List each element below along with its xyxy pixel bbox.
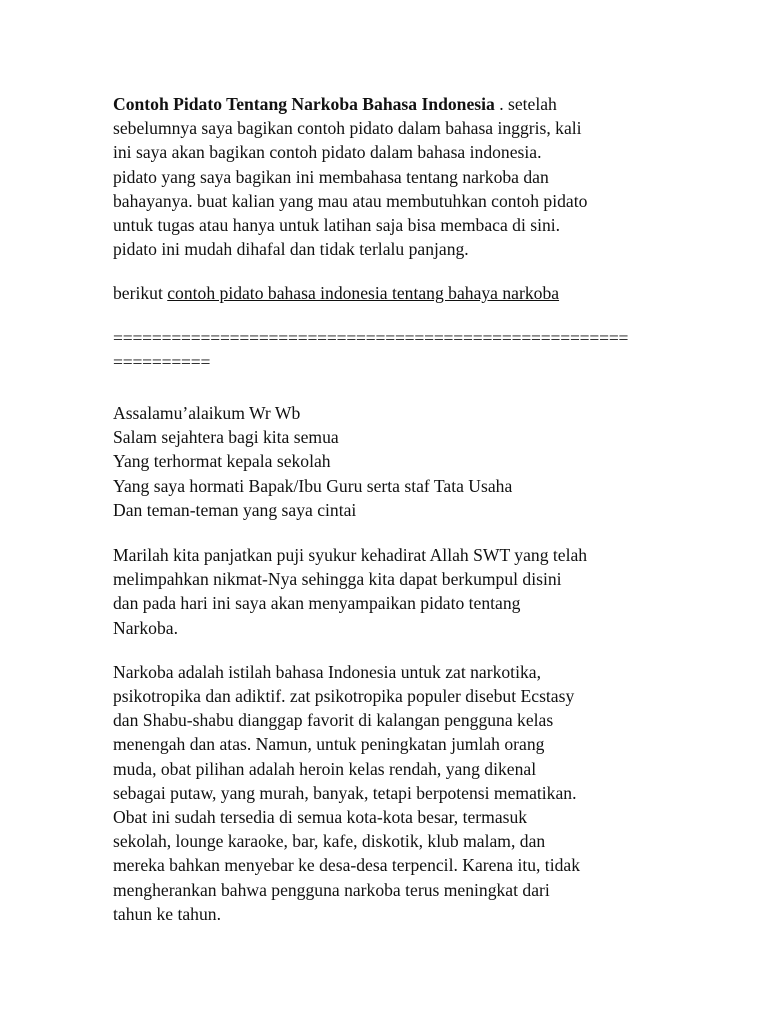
syukur-paragraph — [113, 543, 658, 640]
narkoba-line: mengherankan bahwa pengguna narkoba terus meningkat dari — [113, 879, 550, 900]
syukur-line: dan pada hari ini saya akan menyampaikan pidato tentang — [113, 593, 521, 614]
narkoba-line: menengah dan atas. Namun, untuk peningkatan jumlah orang — [113, 734, 545, 755]
intro-line: ini saya akan bagikan contoh pidato dalam bahasa indonesia. — [113, 142, 542, 163]
intro-first-line-rest: . setelah — [494, 94, 557, 114]
narkoba-line: psikotropika dan adiktif. zat psikotropika populer disebut Ecstasy — [113, 686, 575, 707]
syukur-line: Narkoba. — [113, 617, 178, 638]
intro-line: bahayanya. buat kalian yang mau atau membutuhkan contoh pidato — [113, 190, 588, 211]
intro-line: pidato ini mudah dihafal dan tidak terlalu panjang. — [113, 239, 469, 260]
greeting-line: Dan teman-teman yang saya cintai — [113, 499, 357, 520]
intro-first-line — [113, 92, 658, 116]
separator — [113, 326, 658, 374]
syukur-line: Marilah kita panjatkan puji syukur kehadirat Allah SWT yang telah — [113, 545, 588, 566]
narkoba-line: Narkoba adalah istilah bahasa Indonesia untuk zat narkotika, — [113, 661, 541, 682]
separator-line: ===================================================== — [113, 327, 629, 348]
greeting-line: Yang saya hormati Bapak/Ibu Guru serta staf Tata Usaha — [113, 475, 513, 496]
intro-paragraph — [113, 92, 658, 261]
narkoba-paragraph — [113, 660, 658, 926]
document-page — [113, 92, 658, 946]
berikut-paragraph — [113, 281, 658, 305]
narkoba-line: dan Shabu-shabu dianggap favorit di kalangan pengguna kelas — [113, 710, 554, 731]
narkoba-line: muda, obat pilihan adalah heroin kelas rendah, yang dikenal — [113, 758, 537, 779]
greetings-block — [113, 401, 658, 522]
syukur-line: melimpahkan nikmat-Nya sehingga kita dapat berkumpul disini — [113, 569, 562, 590]
narkoba-line: tahun ke tahun. — [113, 903, 221, 924]
greeting-line: Yang terhormat kepala sekolah — [113, 451, 331, 472]
narkoba-line: sekolah, lounge karaoke, bar, kafe, diskotik, klub malam, dan — [113, 831, 546, 852]
narkoba-line: Obat ini sudah tersedia di semua kota-kota besar, termasuk — [113, 807, 528, 828]
speech-link[interactable]: contoh pidato bahasa indonesia tentang bahaya narkoba — [167, 283, 560, 304]
berikut-prefix: berikut — [113, 283, 168, 304]
separator-line: ========== — [113, 351, 211, 372]
greeting-line: Assalamu’alaikum Wr Wb — [113, 403, 301, 424]
berikut-line — [113, 281, 658, 305]
article-title: Contoh Pidato Tentang Narkoba Bahasa Indonesia — [113, 94, 495, 114]
greeting-line: Salam sejahtera bagi kita semua — [113, 427, 339, 448]
intro-line: pidato yang saya bagikan ini membahasa tentang narkoba dan — [113, 166, 549, 187]
intro-line: sebelumnya saya bagikan contoh pidato dalam bahasa inggris, kali — [113, 118, 582, 139]
narkoba-line: sebagai putaw, yang murah, banyak, tetapi berpotensi mematikan. — [113, 782, 577, 803]
intro-line: untuk tugas atau hanya untuk latihan saja bisa membaca di sini. — [113, 215, 561, 236]
narkoba-line: mereka bahkan menyebar ke desa-desa terpencil. Karena itu, tidak — [113, 855, 580, 876]
